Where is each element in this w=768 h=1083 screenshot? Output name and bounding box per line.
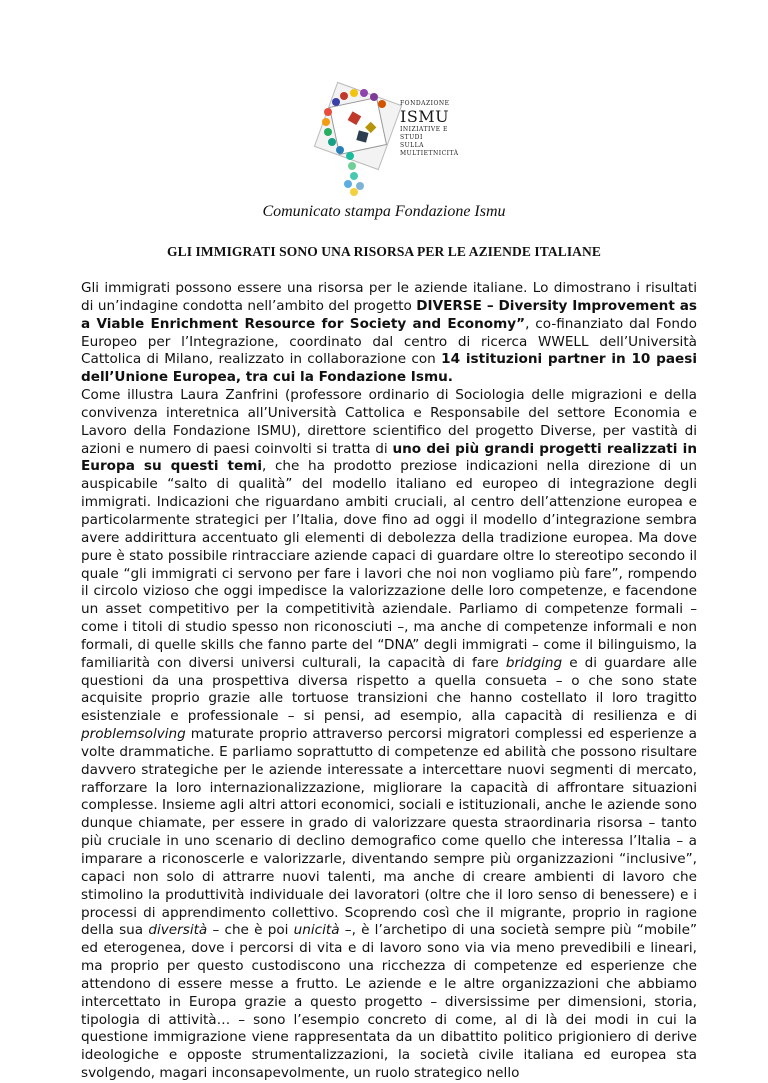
logo-line-fondazione: FONDAZIONE	[400, 100, 450, 107]
logo-line-ismu: ISMU	[400, 107, 450, 126]
press-release-body	[81, 280, 697, 1083]
italic-run: unicità	[293, 922, 340, 939]
italic-run: problemsolving	[81, 726, 186, 743]
logo-wordmark	[400, 100, 470, 158]
text-run: –, è l’archetipo di una società sempre più “mobile” ed eterogenea, dove i percorsi di vita e di lavoro sono via via meno prevedibili e lineari, ma proprio per questo custodiscono una ricchezza di competenze ed esperienze che attendono di essere messe a frutto. Le aziende e le altre organizzazioni che abbiamo intercettato in Europa grazie a questo progetto – diversissime per dimensioni, storia, tipologia di attività… – sono l’esempio concreto di come, al di là dei modi in cui la questione immigrazione viene rappresentata da un dibattito politico prigioniero di derive ideologiche e opposte strumentalizzazioni, la società civile italiana ed europea sta svolgendo, magari inconsapevolmente, un ruolo strategico nello	[81, 922, 697, 1082]
logo-line-multietnicita: SULLA MULTIETNICITÀ	[400, 142, 459, 157]
text-run: Come illustra Laura Zanfrini (professore ordinario di Sociologia delle migrazioni e della convivenza interetnica all’Università Cattolica e Responsabile del settore Economia e Lavoro della Fondazione ISMU), direttore scientifico del progetto Diverse, per vastità di azioni e numero di paesi coinvolti si tratta di	[81, 387, 697, 457]
text-run: Gli immigrati possono essere una risorsa per le aziende italiane. Lo dimostrano i risultati di un’indagine condotta nell’ambito del progetto	[81, 280, 697, 314]
text-run: e di guardare alle questioni da una prospettiva diversa rispetto a quella consueta – o che sono state acquisite proprio grazie alle tortuose transizioni che hanno costellato il loro tragitto esistenziale e professionale – si pensi, ad esempio, alla capacità di resilienza e di	[81, 654, 697, 725]
paragraph-main	[81, 387, 697, 1083]
text-run: , co-finanziato dal Fondo Europeo per l’Integrazione, coordinato dal centro di ricerca WWELL dell’Università Cattolica di Milano, realizzato in collaborazione con	[81, 315, 697, 368]
press-release-headline: GLI IMMIGRATI SONO UNA RISORSA PER LE AZIENDE ITALIANE	[167, 244, 601, 259]
text-run: – che è poi	[207, 922, 294, 939]
logo-line-iniziative: INIZIATIVE E STUDI	[400, 126, 448, 141]
text-run: , che ha prodotto preziose indicazioni nella direzione di un auspicabile “salto di qualità” del modello italiano ed europeo di integrazione degli immigrati. Indicazioni che riguardano ambiti cruciali, al centro dell’attenzione europea e particolarmente strategici per l’Italia, dove fino ad oggi il modello d’integrazione sembra avere addirittura accentuato gli elementi di debolezza della tradizione europea. Ma dove pure è stato possibile rintracciare aziende capaci di guardare oltre lo stereotipo secondo il quale “gli immigrati ci servono per fare i lavori che noi non vogliamo più fare”, rompendo il circolo vizioso che oggi impedisce la valorizzazione delle loro competenze, e facendone un asset competitivo per la competitività aziendale. Parliamo di competenze formali – come i titoli di studio spesso non riconosciuti –, ma anche di competenze informali e non formali, di quelle skills che fanno parte del “DNA” degli immigrati – come il bilinguismo, la familiarità con diversi universi culturali, la capacità di fare	[81, 458, 697, 671]
bold-run: uno dei più grandi progetti realizzati in Europa su questi temi	[81, 440, 698, 475]
italic-run: bridging	[505, 654, 563, 671]
bold-run: 14 istituzioni partner in 10 paesi dell’Unione Europea, tra cui la Fondazione Ismu.	[81, 351, 698, 386]
text-run: maturate proprio attraverso percorsi migratori complessi ed esperienze a volte drammatiche. E parliamo soprattutto di competenze ed abilità che possono risultare davvero strategiche per le aziende interessate a intercettare nuovi segmenti di mercato, rafforzare la loro internazionalizzazione, migliorare la capacità di affrontare situazioni complesse. Insieme agli altri attori economici, sociali e istituzionali, anche le aziende sono dunque chiamate, per essere in grado di valorizzare questa straordinaria risorsa – tanto più cruciale in uno scenario di declino demografico come quello che interessa l’Italia – a imparare a riconoscerle e valorizzarle, diventando sempre più organizzazioni “inclusive”, capaci non solo di attrarre nuovi talenti, ma anche di creare ambienti di lavoro che stimolino la produttività individuale dei lavoratori (oltre che il loro senso di benessere) e i processi di apprendimento collettivo. Scoprendo così che il migrante, proprio in ragione della sua	[81, 726, 697, 939]
paragraph-intro	[81, 280, 697, 387]
fondazione-ismu-logo	[310, 78, 470, 198]
italic-run: diversità	[148, 922, 208, 939]
bold-run: DIVERSE – Diversity Improvement as a Viable Enrichment Resource for Society and Economy”	[81, 297, 697, 332]
press-release-subtitle: Comunicato stampa Fondazione Ismu	[262, 203, 506, 220]
